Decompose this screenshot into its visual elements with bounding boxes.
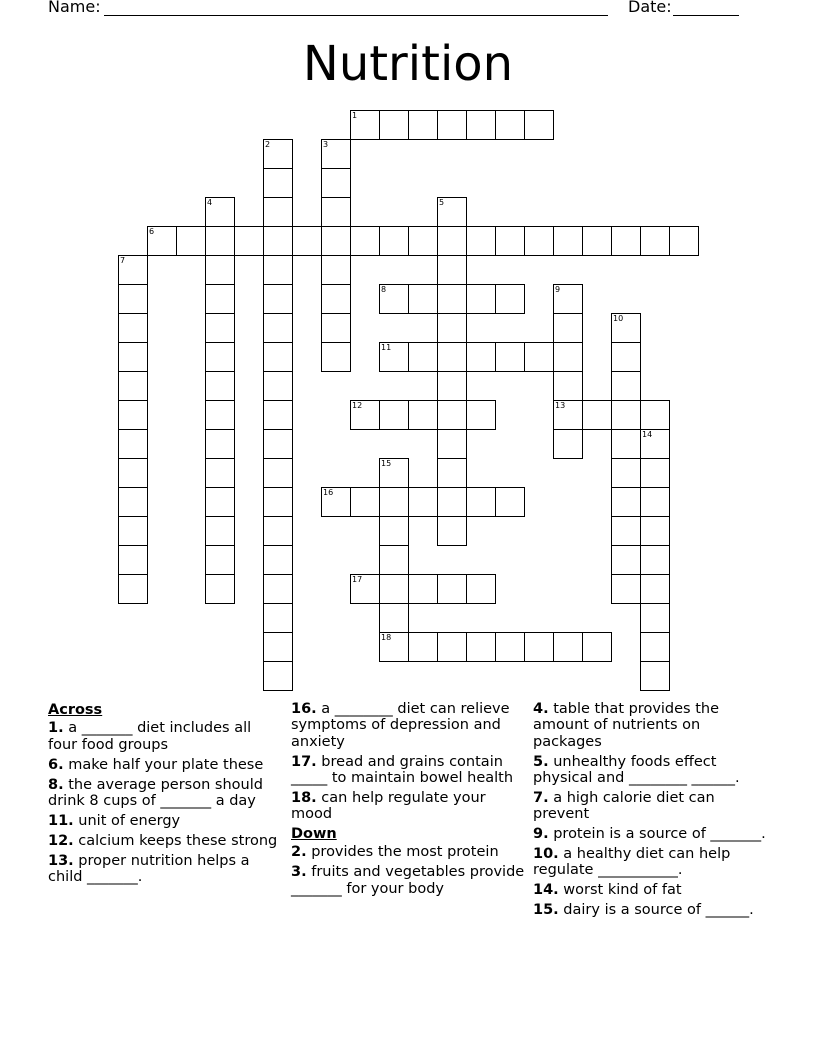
grid-cell[interactable] <box>611 487 641 517</box>
clues-column-1 <box>48 701 283 889</box>
grid-cell[interactable] <box>495 632 525 662</box>
grid-cell[interactable] <box>640 516 670 546</box>
grid-cell[interactable] <box>205 226 235 256</box>
grid-cell[interactable] <box>263 545 293 575</box>
grid-cell[interactable] <box>118 545 148 575</box>
clue-number-label: 17 <box>352 575 363 584</box>
grid-cell[interactable] <box>466 284 496 314</box>
grid-cell[interactable] <box>205 284 235 314</box>
grid-cell[interactable] <box>611 226 641 256</box>
grid-cell[interactable] <box>611 574 641 604</box>
clues-column-2 <box>291 701 526 901</box>
clue-number-label: 5 <box>439 198 445 207</box>
grid-cell[interactable] <box>408 226 438 256</box>
grid-cell[interactable] <box>408 574 438 604</box>
grid-cell[interactable] <box>553 371 583 401</box>
clue-across-12: 12. calcium keeps these strong <box>48 832 278 849</box>
clue-across-18: 18. can help regulate your mood <box>291 789 486 823</box>
grid-cell[interactable] <box>553 313 583 343</box>
clue-number-label: 3 <box>323 140 329 149</box>
grid-cell[interactable] <box>321 342 351 372</box>
clue-number-label: 18 <box>381 633 392 642</box>
grid-cell[interactable] <box>437 632 467 662</box>
clue-number-label: 6 <box>149 227 155 236</box>
clue-number-label: 8 <box>381 285 387 294</box>
grid-cell[interactable] <box>263 429 293 459</box>
grid-cell[interactable] <box>350 226 380 256</box>
clue-down-3: 3. fruits and vegetables provide _______ for your body <box>291 864 525 897</box>
clue-across-16: 16. a ________ diet can relieve symptoms of depression and anxiety <box>291 701 510 750</box>
clue-down-2: 2. provides the most protein <box>291 844 499 861</box>
grid-cell[interactable] <box>379 110 409 140</box>
grid-cell[interactable] <box>234 226 264 256</box>
grid-cell[interactable] <box>118 458 148 488</box>
grid-cell[interactable] <box>118 313 148 343</box>
grid-cell[interactable] <box>611 458 641 488</box>
grid-cell[interactable] <box>379 545 409 575</box>
clue-number-label: 11 <box>381 343 392 352</box>
clue-down-4: 4. table that provides the amount of nutrients on packages <box>533 701 720 750</box>
grid-cell[interactable] <box>495 226 525 256</box>
grid-cell[interactable] <box>379 603 409 633</box>
clue-number-label: 12 <box>352 401 363 410</box>
clue-across-11: 11. unit of energy <box>48 812 181 829</box>
grid-cell[interactable] <box>205 429 235 459</box>
grid-cell[interactable] <box>582 226 612 256</box>
clue-number-label: 9 <box>555 285 561 294</box>
grid-cell[interactable] <box>263 632 293 662</box>
grid-cell[interactable] <box>205 342 235 372</box>
grid-cell[interactable] <box>321 226 351 256</box>
grid-cell[interactable] <box>495 284 525 314</box>
grid-cell[interactable] <box>263 226 293 256</box>
grid-cell[interactable] <box>466 110 496 140</box>
grid-cell[interactable] <box>379 400 409 430</box>
puzzle-title: Nutrition <box>302 36 514 92</box>
clue-down-10: 10. a healthy diet can help regulate ___________. <box>533 846 731 879</box>
grid-cell[interactable] <box>466 400 496 430</box>
grid-cell[interactable] <box>553 632 583 662</box>
grid-cell[interactable] <box>321 284 351 314</box>
clue-down-7: 7. a high calorie diet can prevent <box>533 789 715 823</box>
grid-cell[interactable] <box>321 197 351 227</box>
clue-down-15: 15. dairy is a source of ______. <box>533 902 754 919</box>
grid-cell[interactable] <box>321 313 351 343</box>
grid-cell[interactable] <box>118 487 148 517</box>
grid-cell[interactable] <box>611 400 641 430</box>
grid-cell[interactable] <box>437 255 467 285</box>
clue-number-label: 2 <box>265 140 271 149</box>
grid-cell[interactable] <box>408 400 438 430</box>
grid-cell[interactable] <box>466 632 496 662</box>
grid-cell[interactable] <box>437 400 467 430</box>
grid-cell[interactable] <box>263 168 293 198</box>
grid-cell[interactable] <box>263 197 293 227</box>
grid-cell[interactable] <box>118 429 148 459</box>
grid-cell[interactable] <box>437 516 467 546</box>
name-label: Name: <box>48 0 101 16</box>
clue-down-14: 14. worst kind of fat <box>533 882 682 899</box>
grid-cell[interactable] <box>205 487 235 517</box>
grid-cell[interactable] <box>524 632 554 662</box>
grid-cell[interactable] <box>263 458 293 488</box>
clue-number-label: 1 <box>352 111 358 120</box>
grid-cell[interactable] <box>263 284 293 314</box>
clue-number-label: 7 <box>120 256 126 265</box>
clue-across-17: 17. bread and grains contain _____ to maintain bowel health <box>291 753 514 786</box>
grid-cell[interactable] <box>553 342 583 372</box>
grid-cell[interactable] <box>466 487 496 517</box>
grid-cell[interactable] <box>466 574 496 604</box>
grid-cell[interactable] <box>205 255 235 285</box>
grid-cell[interactable] <box>640 661 670 691</box>
grid-cell[interactable] <box>118 400 148 430</box>
grid-cell[interactable] <box>118 574 148 604</box>
grid-cell[interactable] <box>379 226 409 256</box>
grid-cell[interactable] <box>379 487 409 517</box>
grid-cell[interactable] <box>408 632 438 662</box>
grid-cell[interactable] <box>205 371 235 401</box>
grid-cell[interactable] <box>379 574 409 604</box>
grid-cell[interactable] <box>350 487 380 517</box>
grid-cell[interactable] <box>553 429 583 459</box>
grid-cell[interactable] <box>553 226 583 256</box>
grid-cell[interactable] <box>292 226 322 256</box>
clue-across-8: 8. the average person should drink 8 cups of _______ a day <box>48 776 263 809</box>
grid-cell[interactable] <box>495 342 525 372</box>
grid-cell[interactable] <box>437 487 467 517</box>
grid-cell[interactable] <box>495 110 525 140</box>
grid-cell[interactable] <box>118 284 148 314</box>
grid-cell[interactable] <box>437 313 467 343</box>
grid-cell[interactable] <box>408 487 438 517</box>
grid-cell[interactable] <box>118 516 148 546</box>
clue-across-6: 6. make half your plate these <box>48 756 264 773</box>
grid-cell[interactable] <box>205 545 235 575</box>
clue-number-label: 16 <box>323 488 334 497</box>
grid-cell[interactable] <box>205 516 235 546</box>
clue-across-1: 1. a _______ diet includes all four food groups <box>48 720 252 753</box>
grid-cell[interactable] <box>263 574 293 604</box>
grid-cell[interactable] <box>495 487 525 517</box>
grid-cell[interactable] <box>263 661 293 691</box>
grid-cell[interactable] <box>263 516 293 546</box>
grid-cell[interactable] <box>263 255 293 285</box>
grid-cell[interactable] <box>437 342 467 372</box>
down-heading: Down <box>291 826 337 843</box>
grid-cell[interactable] <box>205 574 235 604</box>
grid-cell[interactable] <box>640 632 670 662</box>
grid-cell[interactable] <box>524 110 554 140</box>
grid-cell[interactable] <box>205 313 235 343</box>
clue-number-label: 10 <box>613 314 624 323</box>
clue-number-label: 4 <box>207 198 213 207</box>
grid-cell[interactable] <box>640 545 670 575</box>
grid-cell[interactable] <box>524 342 554 372</box>
grid-cell[interactable] <box>205 458 235 488</box>
grid-cell[interactable] <box>640 400 670 430</box>
clue-down-5: 5. unhealthy foods effect physical and ________ ______. <box>533 753 740 786</box>
grid-cell[interactable] <box>263 342 293 372</box>
grid-cell[interactable] <box>321 255 351 285</box>
grid-cell[interactable] <box>611 342 641 372</box>
grid-cell[interactable] <box>408 342 438 372</box>
grid-cell[interactable] <box>611 516 641 546</box>
grid-cell[interactable] <box>176 226 206 256</box>
clue-down-9: 9. protein is a source of _______. <box>533 826 766 843</box>
grid-cell[interactable] <box>263 313 293 343</box>
grid-cell[interactable] <box>263 603 293 633</box>
grid-cell[interactable] <box>611 429 641 459</box>
clue-number-label: 15 <box>381 459 392 468</box>
grid-cell[interactable] <box>582 632 612 662</box>
grid-cell[interactable] <box>669 226 699 256</box>
grid-cell[interactable] <box>408 110 438 140</box>
grid-cell[interactable] <box>640 487 670 517</box>
grid-cell[interactable] <box>263 371 293 401</box>
grid-cell[interactable] <box>466 342 496 372</box>
grid-cell[interactable] <box>263 400 293 430</box>
grid-cell[interactable] <box>118 342 148 372</box>
grid-cell[interactable] <box>437 458 467 488</box>
grid-cell[interactable] <box>118 371 148 401</box>
grid-cell[interactable] <box>321 168 351 198</box>
grid-cell[interactable] <box>263 487 293 517</box>
grid-cell[interactable] <box>379 516 409 546</box>
grid-cell[interactable] <box>437 226 467 256</box>
grid-cell[interactable] <box>611 545 641 575</box>
grid-cell[interactable] <box>437 574 467 604</box>
clues-column-3 <box>533 701 773 922</box>
grid-cell[interactable] <box>437 429 467 459</box>
grid-cell[interactable] <box>205 400 235 430</box>
date-label: Date: <box>628 0 672 16</box>
grid-cell[interactable] <box>640 458 670 488</box>
grid-cell[interactable] <box>466 226 496 256</box>
grid-cell[interactable] <box>408 284 438 314</box>
grid-cell[interactable] <box>437 110 467 140</box>
grid-cell[interactable] <box>524 226 554 256</box>
grid-cell[interactable] <box>582 400 612 430</box>
grid-cell[interactable] <box>611 371 641 401</box>
across-heading: Across <box>48 702 103 718</box>
grid-cell[interactable] <box>437 284 467 314</box>
grid-cell[interactable] <box>640 603 670 633</box>
grid-cell[interactable] <box>640 226 670 256</box>
clue-number-label: 13 <box>555 401 566 410</box>
clue-number-label: 14 <box>642 430 653 439</box>
grid-cell[interactable] <box>640 574 670 604</box>
clue-across-13: 13. proper nutrition helps a child _______. <box>48 852 250 886</box>
grid-cell[interactable] <box>437 371 467 401</box>
